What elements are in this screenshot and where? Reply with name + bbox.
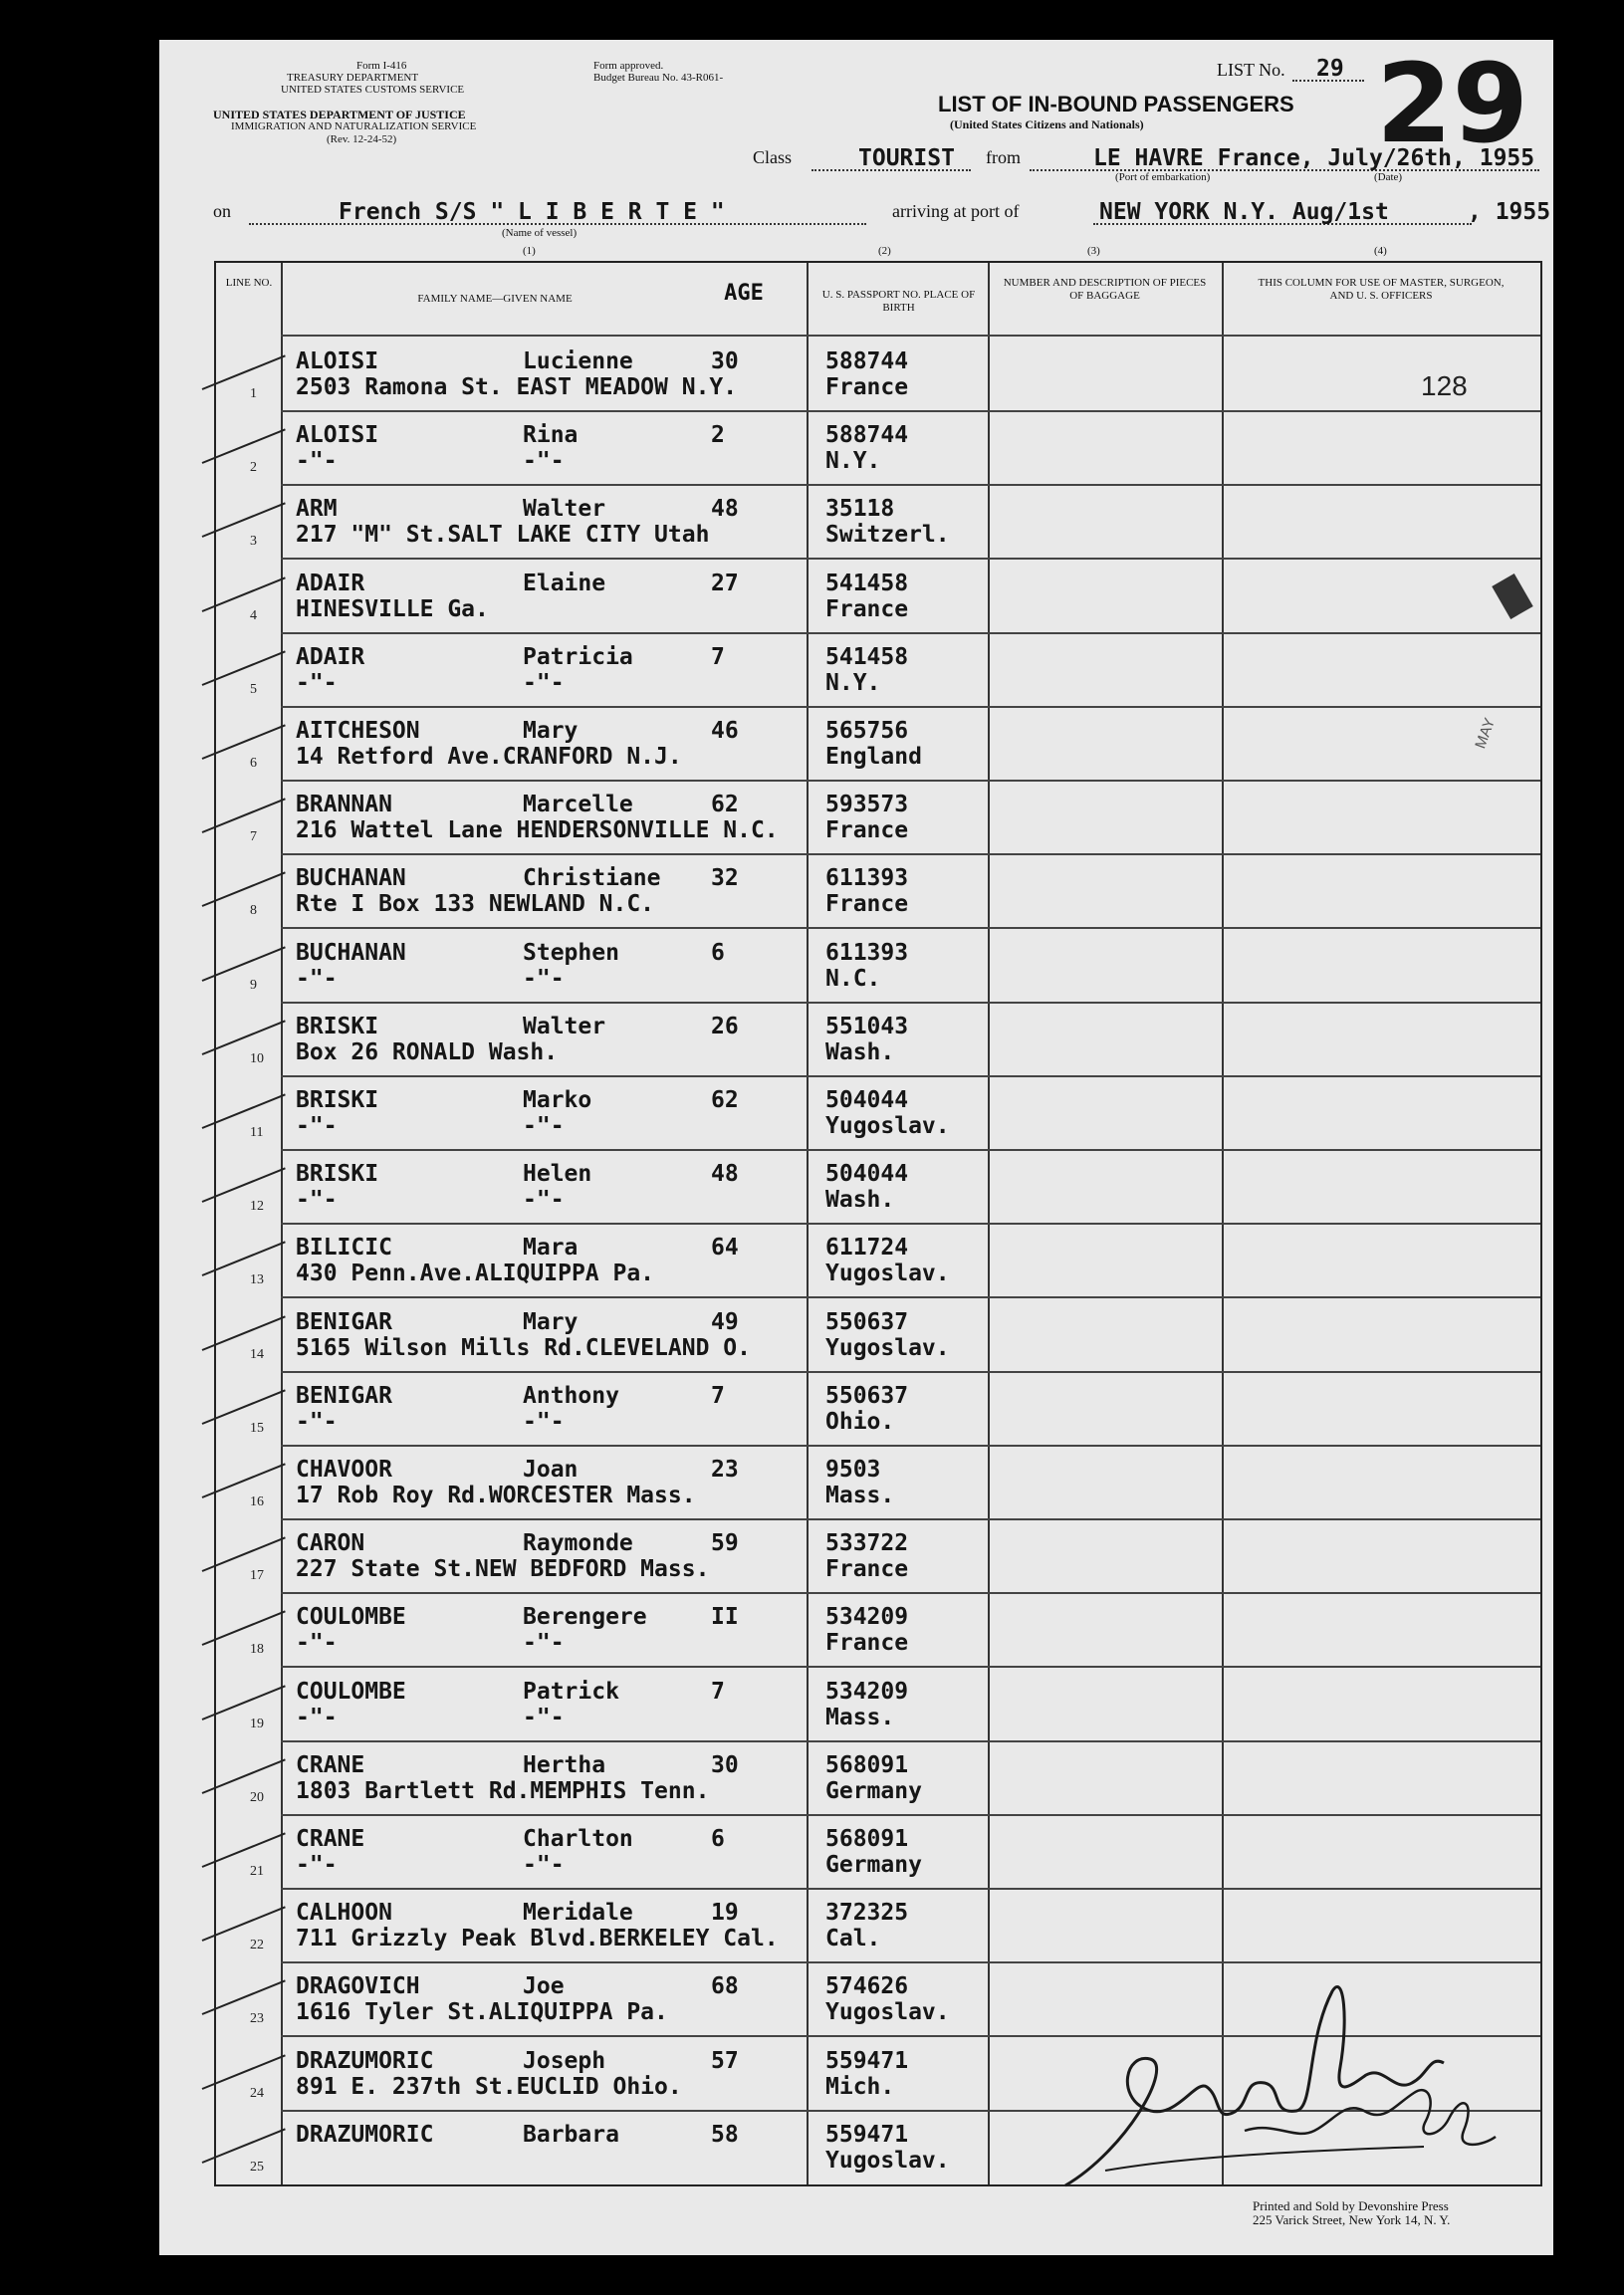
check-mark [202, 354, 286, 390]
check-mark [202, 1758, 286, 1794]
line-number: 14 [250, 1346, 264, 1362]
line-number: 5 [250, 681, 257, 697]
check-mark [202, 724, 286, 760]
given-name: Hertha [523, 1751, 606, 1778]
line-number: 1 [250, 386, 257, 401]
birth-place: Yugoslav. [825, 1334, 950, 1361]
table-row [216, 780, 1540, 853]
table-row [216, 632, 1540, 706]
passport-number: 372325 [825, 1900, 909, 1927]
birth-place: N.Y. [825, 669, 881, 696]
address: 2503 Ramona St. EAST MEADOW N.Y. [296, 374, 738, 400]
address: 227 State St.NEW BEDFORD Mass. [296, 1556, 710, 1583]
birth-place: Mass. [825, 1704, 895, 1730]
given-name: Mara [523, 1235, 579, 1262]
line-number: 17 [250, 1568, 264, 1584]
family-name: DRAZUMORIC [296, 2047, 434, 2074]
embarkation-note: (Port of embarkation) [1115, 171, 1211, 183]
date-note: (Date) [1374, 171, 1403, 183]
punch-hole [84, 2009, 129, 2055]
family-name: ALOISI [296, 348, 379, 374]
line-number: 4 [250, 607, 257, 623]
address: 216 Wattel Lane HENDERSONVILLE N.C. [296, 817, 779, 844]
table-row [216, 853, 1540, 927]
line-number: 12 [250, 1199, 264, 1215]
table-row [216, 1297, 1540, 1371]
document-title: LIST OF IN-BOUND PASSENGERS [938, 92, 1294, 116]
birth-place: Yugoslav. [825, 1999, 950, 2026]
family-name: BRISKI [296, 1087, 379, 1113]
birth-place: Ohio. [825, 1408, 895, 1435]
table-row [216, 1667, 1540, 1740]
address: -"- [296, 669, 338, 696]
family-name: BRANNAN [296, 792, 392, 818]
family-name: BUCHANAN [296, 939, 406, 966]
table-row [216, 1223, 1540, 1296]
address: 430 Penn.Ave.ALIQUIPPA Pa. [296, 1261, 655, 1287]
list-number-stamp: 29 [1376, 40, 1529, 167]
age: 6 [711, 939, 725, 966]
age: 30 [711, 348, 739, 374]
age: 7 [711, 1678, 725, 1705]
table-row [216, 1888, 1540, 1961]
passport-number: 551043 [825, 1013, 909, 1039]
birth-place: France [825, 1556, 909, 1583]
family-name: BENIGAR [296, 1308, 392, 1335]
printer-address: 225 Varick Street, New York 14, N. Y. [1253, 2212, 1451, 2227]
passport-number: 534209 [825, 1678, 909, 1705]
line-number: 21 [250, 1864, 264, 1879]
vessel-name: French S/S " L I B E R T E " [339, 199, 725, 225]
birth-place: France [825, 374, 909, 400]
table-row [216, 1740, 1540, 1814]
address: 14 Retford Ave.CRANFORD N.J. [296, 744, 682, 770]
age: 26 [711, 1013, 739, 1039]
age: 6 [711, 1826, 725, 1852]
given-name: Elaine [523, 570, 606, 596]
family-name: ARM [296, 496, 338, 523]
address: 711 Grizzly Peak Blvd.BERKELEY Cal. [296, 1926, 779, 1952]
check-mark [202, 1389, 286, 1425]
family-name: CRANE [296, 1826, 365, 1852]
line-number: 24 [250, 2085, 264, 2101]
age: 64 [711, 1235, 739, 1262]
address: -"- [296, 1408, 338, 1435]
birth-place: N.Y. [825, 448, 881, 475]
given-name-ditto: -"- [523, 1704, 565, 1730]
line-number: 22 [250, 1938, 264, 1953]
table-row [216, 1002, 1540, 1075]
birth-place: Yugoslav. [825, 1113, 950, 1139]
given-name: Berengere [523, 1604, 647, 1631]
given-name: Walter [523, 1013, 606, 1039]
given-name: Mary [523, 718, 579, 744]
check-mark [202, 1685, 286, 1721]
table-row [216, 928, 1540, 1002]
table-row [216, 1518, 1540, 1592]
given-name-ditto: -"- [523, 1408, 565, 1435]
year-value: , 1955 [1468, 199, 1551, 225]
justice-label: UNITED STATES DEPARTMENT OF JUSTICE [213, 108, 466, 121]
check-mark [202, 1832, 286, 1868]
family-name: BENIGAR [296, 1382, 392, 1409]
passport-number: 541458 [825, 643, 909, 670]
age: 68 [711, 1973, 739, 2000]
line-number: 7 [250, 829, 257, 845]
table-row [216, 1445, 1540, 1518]
family-name: BRISKI [296, 1013, 379, 1039]
age: 62 [711, 1087, 739, 1113]
check-mark [202, 799, 286, 834]
family-name: CALHOON [296, 1900, 392, 1927]
header-passport: U. S. PASSPORT NO. PLACE OF BIRTH [821, 289, 976, 314]
address: 1616 Tyler St.ALIQUIPPA Pa. [296, 1999, 668, 2026]
line-number: 25 [250, 2159, 264, 2175]
passport-number: 559471 [825, 2047, 909, 2074]
family-name: CHAVOOR [296, 1457, 392, 1483]
age: 48 [711, 1161, 739, 1188]
check-mark [202, 872, 286, 908]
family-name: ADAIR [296, 570, 365, 596]
passport-number: 588744 [825, 422, 909, 449]
given-name-ditto: -"- [523, 1852, 565, 1878]
address: HINESVILLE Ga. [296, 595, 489, 622]
check-mark [202, 2054, 286, 2090]
col-num-3: (3) [1087, 245, 1100, 257]
from-label: from [986, 147, 1021, 167]
table-row [216, 337, 1540, 410]
check-mark [202, 946, 286, 982]
passport-number: 565756 [825, 718, 909, 744]
port-value: NEW YORK N.Y. Aug/1st [1099, 199, 1389, 225]
given-name: Barbara [523, 2121, 619, 2148]
passenger-count: 128 [1421, 370, 1468, 401]
header-baggage: NUMBER AND DESCRIPTION OF PIECES OF BAGGAGE [1003, 277, 1207, 302]
address: 17 Rob Roy Rd.WORCESTER Mass. [296, 1483, 696, 1508]
age: 19 [711, 1900, 739, 1927]
header-officers: THIS COLUMN FOR USE OF MASTER, SURGEON, AND U. S. OFFICERS [1258, 277, 1505, 302]
line-number: 11 [250, 1125, 264, 1140]
age: 2 [711, 422, 725, 449]
table-row [216, 706, 1540, 780]
class-value: TOURIST [858, 145, 955, 171]
family-name: AITCHESON [296, 718, 420, 744]
list-no-label: LIST No. [1217, 60, 1285, 80]
given-name: Charlton [523, 1826, 633, 1852]
passport-number: 504044 [825, 1087, 909, 1113]
check-mark [202, 576, 286, 612]
header-line-no: LINE NO. [225, 277, 273, 289]
header-age: AGE [724, 281, 764, 306]
list-no-value: 29 [1316, 56, 1344, 82]
birth-place: N.C. [825, 965, 881, 992]
given-name: Christiane [523, 865, 661, 892]
given-name: Marko [523, 1087, 592, 1113]
check-mark [202, 429, 286, 465]
given-name: Patricia [523, 643, 633, 670]
passport-number: 611724 [825, 1235, 909, 1262]
table-row [216, 559, 1540, 632]
passport-number: 611393 [825, 939, 909, 966]
passport-number: 588744 [825, 348, 909, 374]
table-row [216, 1149, 1540, 1223]
passport-number: 550637 [825, 1308, 909, 1335]
check-mark [202, 1611, 286, 1647]
arriving-label: arriving at port of [892, 201, 1020, 221]
ins-label: IMMIGRATION AND NATURALIZATION SERVICE [231, 120, 477, 132]
passport-number: 550637 [825, 1382, 909, 1409]
passport-number: 611393 [825, 865, 909, 892]
punch-hole [84, 642, 129, 688]
line-number: 9 [250, 977, 257, 993]
family-name: COULOMBE [296, 1678, 406, 1705]
birth-place: Yugoslav. [825, 2147, 950, 2174]
passport-number: 534209 [825, 1604, 909, 1631]
family-name: ALOISI [296, 422, 379, 449]
age: 27 [711, 570, 739, 596]
given-name-ditto: -"- [523, 669, 565, 696]
address: Rte I Box 133 NEWLAND N.C. [296, 891, 655, 918]
family-name: BUCHANAN [296, 865, 406, 892]
header-name: FAMILY NAME—GIVEN NAME [417, 293, 573, 305]
passport-number: 533722 [825, 1530, 909, 1557]
passport-number: 35118 [825, 496, 895, 523]
punch-hole [84, 779, 129, 824]
address: 5165 Wilson Mills Rd.CLEVELAND O. [296, 1334, 751, 1361]
given-name-ditto: -"- [523, 1187, 565, 1214]
budget-label: Budget Bureau No. 43-R061- [593, 72, 724, 84]
passport-number: 9503 [825, 1457, 881, 1483]
age: 62 [711, 792, 739, 818]
birth-place: Mich. [825, 2073, 895, 2100]
age: 7 [711, 643, 725, 670]
given-name: Walter [523, 496, 606, 523]
age: 30 [711, 1751, 739, 1778]
check-mark [202, 1463, 286, 1498]
passport-number: 504044 [825, 1161, 909, 1188]
age: 48 [711, 496, 739, 523]
treasury-label: TREASURY DEPARTMENT [287, 72, 419, 84]
from-value: LE HAVRE France, July/26th, 1955 [1093, 145, 1535, 171]
line-number: 8 [250, 903, 257, 919]
birth-place: Germany [825, 1852, 922, 1878]
revision-label: (Rev. 12-24-52) [327, 133, 397, 145]
col-num-4: (4) [1374, 245, 1387, 257]
age: 7 [711, 1382, 725, 1409]
passport-number: 568091 [825, 1751, 909, 1778]
check-mark [202, 1242, 286, 1277]
check-mark [202, 1907, 286, 1943]
check-mark [202, 1980, 286, 2016]
document-subtitle: (United States Citizens and Nationals) [950, 117, 1144, 131]
address: 1803 Bartlett Rd.MEMPHIS Tenn. [296, 1777, 710, 1804]
given-name: Raymonde [523, 1530, 633, 1557]
family-name: CRANE [296, 1751, 365, 1778]
address: -"- [296, 1113, 338, 1139]
check-mark [202, 1020, 286, 1055]
table-row [216, 1075, 1540, 1149]
age: 49 [711, 1308, 739, 1335]
given-name: Joe [523, 1973, 565, 2000]
given-name: Anthony [523, 1382, 619, 1409]
age: 58 [711, 2121, 739, 2148]
line-number: 15 [250, 1420, 264, 1436]
birth-place: France [825, 1630, 909, 1657]
form-number: Form I-416 [356, 60, 407, 72]
given-name: Mary [523, 1308, 579, 1335]
family-name: DRAGOVICH [296, 1973, 420, 2000]
punch-hole [84, 1676, 129, 1721]
table-row [216, 1592, 1540, 1666]
given-name: Lucienne [523, 348, 633, 374]
punch-hole [84, 251, 129, 297]
birth-place: France [825, 817, 909, 844]
col-num-2: (2) [878, 245, 891, 257]
birth-place: England [825, 744, 922, 770]
check-mark [202, 1093, 286, 1129]
given-name: Marcelle [523, 792, 633, 818]
family-name: BRISKI [296, 1161, 379, 1188]
age: 59 [711, 1530, 739, 1557]
given-name: Joseph [523, 2047, 606, 2074]
table-row [216, 410, 1540, 484]
check-mark [202, 1537, 286, 1573]
address: 217 "M" St.SALT LAKE CITY Utah [296, 522, 710, 549]
birth-place: Mass. [825, 1483, 895, 1508]
passport-number: 541458 [825, 570, 909, 596]
line-number: 20 [250, 1789, 264, 1805]
table-row [216, 1371, 1540, 1445]
address: -"- [296, 448, 338, 475]
given-name: Patrick [523, 1678, 619, 1705]
given-name: Joan [523, 1457, 579, 1483]
family-name: ADAIR [296, 643, 365, 670]
line-number: 6 [250, 756, 257, 771]
on-label: on [213, 201, 231, 221]
table-row [216, 1814, 1540, 1888]
class-label: Class [753, 147, 793, 167]
officer-signature [1045, 1971, 1523, 2210]
given-name: Helen [523, 1161, 592, 1188]
passenger-table [214, 261, 1542, 2186]
age: 23 [711, 1457, 739, 1483]
passport-number: 593573 [825, 792, 909, 818]
line-number: 3 [250, 534, 257, 550]
given-name-ditto: -"- [523, 448, 565, 475]
address: -"- [296, 1852, 338, 1878]
birth-place: Cal. [825, 1926, 881, 1952]
birth-place: Wash. [825, 1038, 895, 1065]
address: -"- [296, 965, 338, 992]
line-number: 19 [250, 1716, 264, 1731]
vessel-note: (Name of vessel) [502, 227, 578, 239]
age: 46 [711, 718, 739, 744]
check-mark [202, 1315, 286, 1351]
address: -"- [296, 1187, 338, 1214]
birth-place: Switzerl. [825, 522, 950, 549]
printer-credit: Printed and Sold by Devonshire Press [1253, 2198, 1449, 2213]
address: -"- [296, 1704, 338, 1730]
check-mark [202, 503, 286, 539]
line-number: 18 [250, 1642, 264, 1658]
passport-number: 568091 [825, 1826, 909, 1852]
check-mark [202, 1168, 286, 1204]
given-name-ditto: -"- [523, 1113, 565, 1139]
given-name: Rina [523, 422, 579, 449]
family-name: BILICIC [296, 1235, 392, 1262]
birth-place: Wash. [825, 1187, 895, 1214]
punch-hole [84, 1533, 129, 1579]
age: 32 [711, 865, 739, 892]
passport-number: 559471 [825, 2121, 909, 2148]
check-mark [202, 650, 286, 686]
family-name: CARON [296, 1530, 365, 1557]
birth-place: France [825, 891, 909, 918]
address: -"- [296, 1630, 338, 1657]
table-row [216, 484, 1540, 558]
age: II [711, 1604, 739, 1631]
line-number: 23 [250, 2011, 264, 2027]
may-stamp: MAY [1472, 715, 1500, 752]
address: 891 E. 237th St.EUCLID Ohio. [296, 2073, 682, 2100]
family-name: DRAZUMORIC [296, 2121, 434, 2148]
line-number: 13 [250, 1272, 264, 1288]
approval-label: Form approved. [593, 60, 664, 72]
given-name: Meridale [523, 1900, 633, 1927]
list-no-line [1292, 80, 1364, 82]
customs-label: UNITED STATES CUSTOMS SERVICE [281, 84, 465, 96]
address: Box 26 RONALD Wash. [296, 1038, 559, 1065]
birth-place: Germany [825, 1777, 922, 1804]
given-name-ditto: -"- [523, 1630, 565, 1657]
line-number: 10 [250, 1050, 264, 1066]
col-num-1: (1) [523, 245, 536, 257]
line-number: 16 [250, 1494, 264, 1509]
given-name-ditto: -"- [523, 965, 565, 992]
given-name: Stephen [523, 939, 619, 966]
birth-place: France [825, 595, 909, 622]
check-mark [202, 2128, 286, 2164]
age: 57 [711, 2047, 739, 2074]
passport-number: 574626 [825, 1973, 909, 2000]
birth-place: Yugoslav. [825, 1261, 950, 1287]
family-name: COULOMBE [296, 1604, 406, 1631]
line-number: 2 [250, 460, 257, 476]
